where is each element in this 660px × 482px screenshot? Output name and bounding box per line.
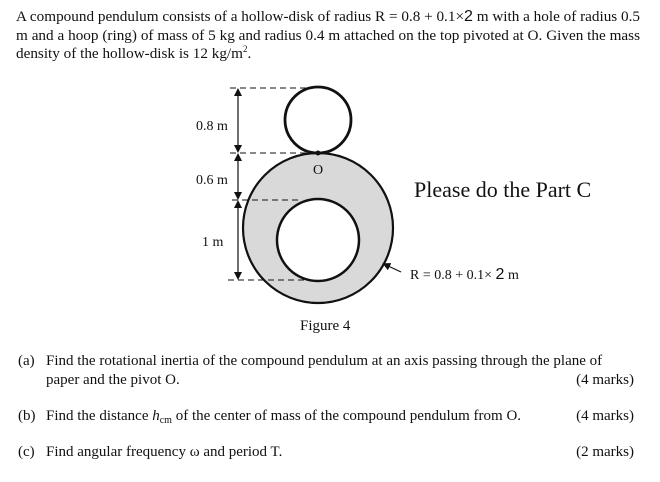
hoop-ring xyxy=(285,87,351,153)
dim-label-middle: 0.6 m xyxy=(196,173,228,188)
question-a-marks: (4 marks) xyxy=(576,372,634,388)
question-b-label: (b) xyxy=(18,408,36,424)
cm-subscript: cm xyxy=(159,415,172,426)
dim-label-bottom: 1 m xyxy=(202,235,224,250)
radius-label-part1: R = 0.8 + 0.1× xyxy=(410,268,496,283)
radius-label-part2: m xyxy=(504,268,519,283)
question-c xyxy=(18,443,638,463)
question-b xyxy=(18,407,638,427)
question-b-marks: (4 marks) xyxy=(576,408,634,424)
question-b-text-before: Find the distance xyxy=(46,408,153,424)
question-a-line1: Find the rotational inertia of the compound pendulum at an axis passing through the plane of xyxy=(46,353,603,369)
question-b-text xyxy=(46,407,521,430)
question-b-text-after: of the center of mass of the compound pendulum from O. xyxy=(171,408,522,424)
intro-sup: 2 xyxy=(242,43,248,54)
intro-end: . xyxy=(247,45,252,62)
intro-part1: A compound pendulum consists of a hollow-disk of radius R = 0.8 + 0.1× xyxy=(16,8,465,25)
disk-hole xyxy=(277,199,359,281)
intro-part2: m with a hole of radius 0.5 m and a hoop (ring) of mass of 5 kg and radius 0.4 m attached on the top pivoted at O. Given the mass density of the hollow-disk is 12 kg/m xyxy=(16,8,640,62)
radius-label-two: 2 xyxy=(495,266,505,283)
question-c-marks: (2 marks) xyxy=(576,444,634,460)
dim-label-top: 0.8 m xyxy=(196,119,228,134)
question-a-label: (a) xyxy=(18,353,35,369)
figure-caption: Figure 4 xyxy=(300,318,351,334)
pivot-point xyxy=(316,151,321,156)
part-c-note: Please do the Part C xyxy=(414,177,592,202)
question-c-text: Find angular frequency ω and period T. xyxy=(46,444,283,460)
pivot-label: O xyxy=(313,163,324,178)
h-variable: h xyxy=(152,408,160,424)
question-a-line2: paper and the pivot O. xyxy=(46,372,180,388)
intro-two: 2 xyxy=(464,8,473,25)
question-a xyxy=(18,352,638,392)
radius-label xyxy=(410,266,519,283)
question-c-label: (c) xyxy=(18,444,35,460)
